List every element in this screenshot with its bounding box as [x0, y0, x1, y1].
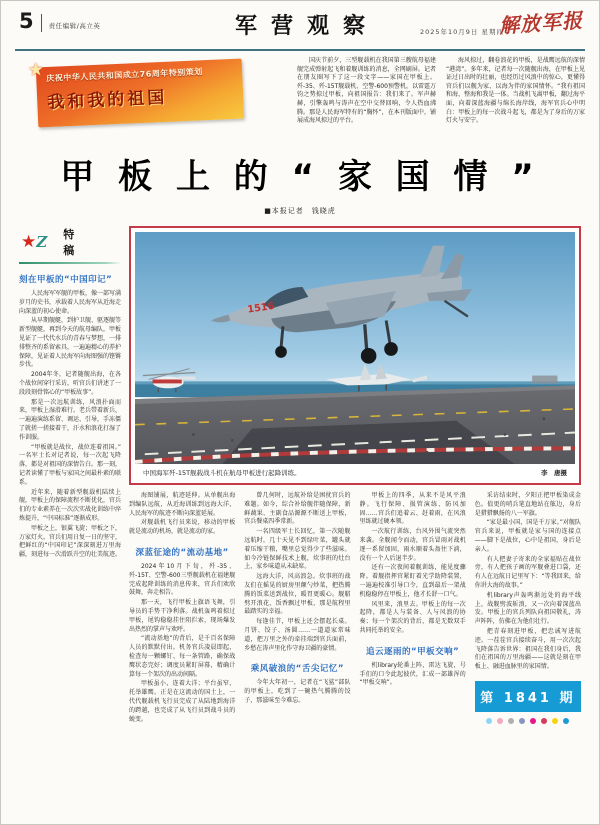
feature-label: 特 稿 [63, 228, 110, 257]
main-headline: 甲 板 上 的 “ 家 国 情 ” [60, 157, 540, 197]
editor-credit: 责任编辑/高立英 [48, 22, 101, 30]
byline: ■本报记者 钱晓虎 [264, 207, 336, 215]
lead-paragraph: 海风掠过，翻卷浪花的甲板，是战鹰远航的深情“港湾”。多年来，记者每一次随舰出海，在甲板上见证过日出时的壮丽，也经历过风浪中的惊心，更懂得官兵们以舰为家、以海为伴的家国情怀。“我有祖国和海，整海和我是一体。当战机飞离甲板，翻过海平面，向着深蓝海疆与绵长海岸线，海军官兵心中明白：甲板上的每一次战斗起飞，都是为了身后的万家灯火与安宁。 [446, 57, 585, 125]
main-column [129, 226, 581, 725]
subhead-deck-symphony: 追云逐雨的“甲板交响” [366, 646, 460, 657]
article-paragraph: 每逢佳节，甲板上还会摆起长桌。月饼、饺子、汤圆……一道道家常味道，把万里之外的牵挂端到官兵面前，乡愁在涛声里化作守海卫疆的豪情。 [244, 618, 351, 652]
color-dot [486, 718, 492, 724]
carrier-deck-photo [135, 232, 575, 464]
article-paragraph: 机library声轰鸣渐远处的海平线上，战舰劈波斩浪，又一次向着深蓝出发。甲板上的官兵列队向祖国敬礼，涛声阵阵，仿佛在为他们壮行。 [474, 591, 581, 626]
issue-number-badge: 第 1841 期 [475, 681, 581, 712]
photo-caption-row [135, 464, 575, 479]
subhead-taste-memory: 乘风破浪的“舌尖记忆” [250, 664, 344, 675]
photo-credit: 李 唐摄 [541, 469, 567, 477]
jet-number: 1516 [246, 300, 276, 316]
color-dot [563, 718, 569, 724]
color-dot [497, 718, 503, 724]
article-paragraph: 把青春刻进甲板，把忠诚写进航迹。一茬茬官兵接续奋斗，用一次次起飞降落告诉世界：祖国在我们身后，我们在祖国的万里海疆——这就是刻在甲板上、融进血脉里的家国情。 [474, 627, 581, 671]
article-paragraph: 近年来，随着新型舰载机陆续上舰，甲板上的保障流程不断优化，官兵们的专业素养在一次次实战化训练中淬炼提升，“中国标准”逐渐成形。 [19, 488, 122, 522]
lead-photo [129, 226, 581, 485]
body-column-3 [360, 492, 466, 725]
page-number-block [19, 11, 100, 32]
feature-logo-row [19, 226, 121, 258]
photo-caption: 中国海军歼-15T舰载战斗机在航母甲板进行起降训练。 [143, 469, 301, 477]
article-paragraph: 甲板虽小，连着大洋；平台虽窄，托举雄鹰。正是在这流动的国土上，一代代舰载机飞行员完成了从陆地到海洋的跨越，也完成了从飞行员到战斗员的蜕变。 [129, 680, 236, 723]
page-number: 5 [19, 9, 34, 33]
article-paragraph: 风里来，浪里去。甲板上的每一次起降，都是人与装备、人与风浪的协奏；每一个架次的背后，都是无数双手共同托举的安全。 [359, 600, 466, 634]
banner-series-title: 我和我的祖国 [46, 87, 168, 114]
top-zone [1, 51, 599, 147]
article-paragraph: 甲板上的四季，从来不是风平浪静。飞行保障、损管演练、防风加固……官兵们追着云、赶着雨，在风浪里练就过硬本领。 [359, 492, 466, 526]
article-paragraph: 有人把妻子寄来的全家福贴在战位旁，有人把孩子画的军舰叠进口袋，还有人在远航日记里写下：“等我回来，给你讲大海的故事。” [474, 555, 581, 589]
body-column-2 [244, 492, 350, 725]
section-title: 军营观察 [234, 13, 379, 39]
article-paragraph: 曾几何时，远航补给是困扰官兵的难题。如今，综合补给舰伴随保障，新鲜蔬果、主副食品源源不断送上甲板，官兵餐桌四季常新。 [244, 492, 351, 526]
lead-block [297, 57, 585, 126]
color-dot [541, 718, 547, 724]
article-paragraph: “甲板就是战位，战位连着祖国。”一名军士长对记者说，每一次起飞降落，都是对祖国的深情告白。那一刻，记者读懂了甲板与家国之间最朴素的联系。 [19, 443, 122, 486]
body-columns [129, 492, 581, 725]
color-dot [508, 718, 514, 724]
article-paragraph: 2024年10月下旬，歼-35、歼-15T、空警-600三型舰载机在福建舰完成起降训练的消息传来，官兵们欢欣鼓舞，奔走相告。 [129, 562, 236, 597]
masthead: 解放军报 [498, 8, 584, 38]
page-number-divider [41, 14, 42, 32]
article-paragraph: 2004年冬，记者随舰出海，在各个战位间穿行采访，听官兵们讲述了一段段刻骨铭心的“甲板故事”。 [19, 371, 122, 396]
article-paragraph: 那是一次远航训练，风浪扑面而来，甲板上湿滑难行。老兵带着新兵，一遍遍演练系留、调运、引导，手冻僵了就搓一搓接着干，汗水和浪花打湿了作训服。 [19, 398, 122, 441]
article-paragraph: 采访结束时，夕阳正把甲板染成金色。值更的哨兵笔直地站在舷边，身后是猎猎飘扬的八一军旗。 [474, 492, 581, 517]
star-icon: ★ [27, 59, 45, 81]
banner-series-label: 庆祝中华人民共和国成立76周年特别策划 [46, 67, 203, 84]
article-paragraph: 从早期舰艇，到护卫舰、驱逐舰等新型舰艇，再到今天的航母编队，甲板见证了一代代水兵的青春与梦想，一排排整齐的系留索具，一遍遍精心的养护保障，见证着人民海军向海图强的铿锵步伐。 [19, 317, 122, 369]
left-column [19, 226, 121, 725]
article-paragraph: 甲板之上，银翼飞旋；甲板之下，万家灯火。官兵们用日复一日的坚守，把鲜红的“中国印记”深深刻进万里海疆，刻进每一次滑跃升空的壮美航迹。 [19, 524, 122, 559]
color-dot [530, 718, 536, 724]
article-paragraph: 还有一次夜间着舰训练，能见度骤降。着舰指挥官紧盯着光学助降装置，一遍遍校准引导口令，直到最后一架战机稳稳停在甲板上，他才长舒一口气。 [359, 564, 466, 598]
feature-underline [19, 262, 121, 264]
article-paragraph: 远海大洋，风高浪急。炊事班的战友们在摇晃的厨房里颠勺炒菜，把热腾腾的饭菜送到战位，暖胃更暖心。舰艏劈开浪花，饭香飘过甲板，那是航程里最踏实的幸福。 [244, 573, 351, 616]
body-column-1 [129, 492, 235, 725]
subhead-china-imprint: 刻在甲板的“中国印记” [19, 275, 113, 285]
article-paragraph: 一次航行训练，台风外围气流突然来袭。全舰闻令而动，官兵冒雨对战机逐一系留加固，雨水顺着头盔往下淌，没有一个人后退半步。 [359, 528, 466, 562]
article-paragraph: 那一天，飞行甲板上旗语飞舞，引导员的手势干净利落。战机轰鸣着掠过甲板，尾钩稳稳挂住阻拦索，现场爆发出热烈的掌声与欢呼。 [129, 599, 236, 633]
article-paragraph: 机library轮番上阵，雷达飞旋，号手们的口令此起彼伏，汇成一部雄浑的“甲板交响”。 [359, 661, 466, 687]
color-dot [519, 718, 525, 724]
article-paragraph: 今年大年初一，记者在“飞鲨”部队的甲板上，吃到了一碗热气腾腾的饺子，那滋味至今难忘。 [244, 679, 351, 704]
color-registration-dots [475, 718, 581, 724]
dateline: 2025年10月9日 星期四 [419, 28, 504, 36]
masthead-block [499, 7, 583, 36]
anniversary-banner [27, 59, 244, 128]
article-paragraph: 人民海军军舰的甲板，像一部写满岁月的史书，承载着人民海军从近海走向深蓝的初心使命。 [19, 290, 122, 315]
color-dot [552, 718, 558, 724]
article-paragraph: 海图铺展，航迹延伸。从单舰出海到编队远航，从近海训练到远海大洋，人民海军的航迹不断向深蓝延展。 [129, 492, 236, 517]
red-star-icon: ★ [21, 231, 37, 252]
z-swoosh-icon: Z [36, 233, 48, 251]
content-area [1, 216, 599, 725]
article-paragraph: “家是最小国，国是千万家。”对舰队官兵来说，甲板就是家与国的连接点——脚下是战位，心中是祖国，身后是亲人。 [474, 519, 581, 553]
subhead-mobile-base: 深蓝征途的“流动基地” [135, 547, 229, 558]
article-paragraph: “流动基地”的背后，是千百名保障人员的默默付出。机务官兵凌晨即起，检查每一颗螺钉、每一条管路，确保战鹰状态完好；调度员紧盯屏幕，精确计算每一个架次的出动间隔。 [129, 635, 236, 678]
body-column-4 [475, 492, 581, 725]
lead-paragraph: 国庆节前夕，三型舰载机在我国第三艘航母福建舰完成弹射起飞和着舰训练的消息，全网刷屏。记者在朋友圈写下了这一段文字——家国在甲板上。歼-35、歼-15T舰载机、空警-600预警机，以雷霆万钧之势掠过甲板，向祖国报告：我们来了。军声赫赫，引擎轰鸣与涛声在空中交替回响，令人热血沸腾。那是人民海军特有的“胸怀”，在本刊版面中，铺展成海风掠过的平台。 [297, 57, 436, 125]
article-paragraph: 对舰载机飞行员来说，移动的甲板就是流动的机场，就是流动的家。 [129, 519, 236, 536]
article-paragraph: 一名四级军士长回忆，第一次随舰远航时，几十天见不到绿叶菜，罐头就着压缩干粮，嘴里总觉得少了些滋味。如今冷链保鲜技术上舰，炊事班的灶台上，家乡味道从未缺席。 [244, 528, 351, 571]
page-header [1, 1, 599, 51]
